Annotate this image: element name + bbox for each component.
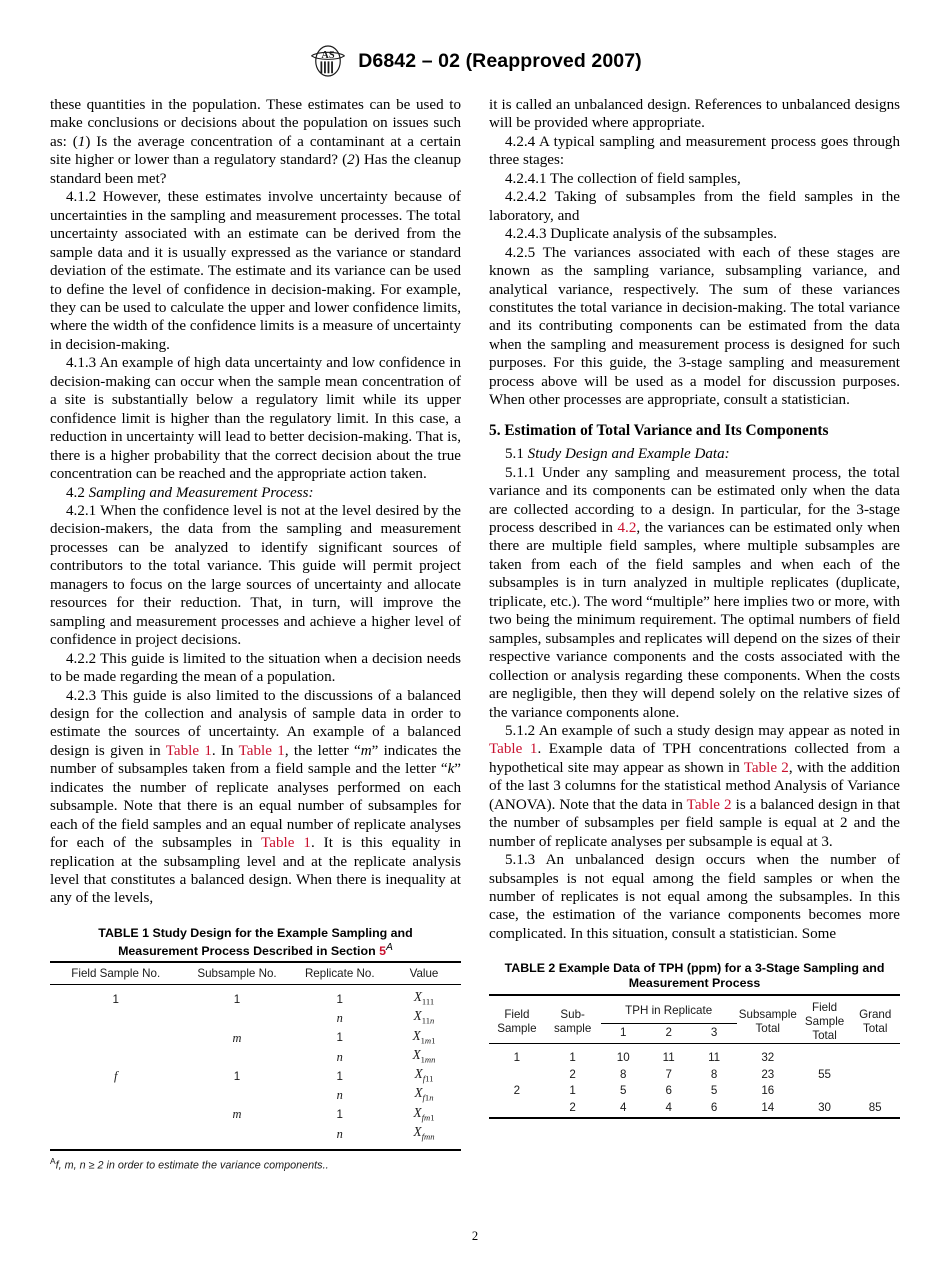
table-1 — [50, 961, 461, 1151]
table-1-header-row — [50, 962, 461, 985]
p-4-2-5 — [489, 244, 900, 410]
table-1-cell-replicate: n — [336, 1088, 343, 1103]
table-1-cell-subsample: m — [232, 1030, 242, 1045]
table-1-title — [50, 926, 461, 961]
table-2-cell-r2: 11 — [662, 1051, 675, 1065]
body-text: 5.1.1 Under any sampling and measurement process, the total variance and its components can be estimated only when the data are collected according to a design. In particular, for the 3-stage process described in — [489, 464, 900, 536]
table-1-cell-subsample — [182, 1048, 293, 1067]
table-1-col-field-sample: Field Sample No. — [71, 967, 161, 981]
emphasis-text: k — [447, 761, 455, 778]
p-4-2-1 — [50, 502, 461, 650]
body-text: ) Is the average concentration of a contaminant at a certain site higher or lower than a regulatory standard? ( — [50, 133, 461, 169]
table-2 — [489, 994, 900, 1119]
body-text: these quantities in the population. These estimates can be used to make conclusions or decisions about the population on issues such as: ( — [50, 97, 461, 150]
table-1-cell-field — [50, 1048, 182, 1067]
table-row — [50, 1106, 461, 1125]
body-text: . It is this equality in replication at the subsampling level and at the replicate analysis level that constitutes a balanced design. When there is inequality at any of the levels, — [50, 835, 461, 907]
table-1-cell-value: $X_{111}$ — [413, 989, 435, 1007]
table-2-cell-subsample: 1 — [569, 1084, 576, 1098]
table-2-title — [489, 961, 900, 993]
body-text: 4.2.1 When the confidence level is not at the level desired by the decision-makers, the data from the sampling and measurement processes can be analyzed to identify significant sources of contributors to the total variance. This guide will permit project managers to focus on the large sources of uncertainty and allocate resources for their reduction. That, in turn, will improve the sampling and measurement processes and achieve a higher level of confidence in project decisions. — [50, 502, 461, 649]
table-2-col-grand-total: Grand Total — [859, 1007, 892, 1035]
table-1-cell-replicate: 1 — [336, 1107, 343, 1121]
table-1-cell-field — [50, 1106, 182, 1125]
standard-designation-title: D6842 – 02 (Reapproved 2007) — [358, 49, 642, 72]
table-2-cell-subsample: 2 — [569, 1067, 576, 1081]
body-text: ) Has the cleanup standard been met? — [50, 152, 461, 187]
table-1-col-replicate: Replicate No. — [304, 967, 375, 981]
table-2-cell-field — [489, 1067, 545, 1084]
table-2-body — [489, 1044, 900, 1118]
table-2-cell-grand-total — [850, 1083, 900, 1100]
table-row — [50, 1029, 461, 1048]
table-2-cell-subsample: 1 — [569, 1051, 576, 1065]
table-2-title-line1: TABLE 2 Example Data of TPH (ppm) for a 3-Stage Sampling and — [504, 961, 885, 976]
table-2-cell-r1: 8 — [620, 1067, 627, 1081]
body-text: 4.2.4.2 Taking of subsamples from the field samples in the laboratory, and — [489, 189, 900, 224]
table-row — [50, 985, 461, 1010]
table-2-cell-field-total — [799, 1044, 851, 1067]
p-4-2-2 — [50, 650, 461, 687]
table-1-cell-field — [50, 1125, 182, 1150]
p-4-2-3 — [50, 687, 461, 908]
table-2-cell-r2: 7 — [665, 1067, 672, 1081]
body-text: 4.1.2 However, these estimates involve uncertainty because of uncertainties in the sampling and measurement processes. The total uncertainty associated with an estimate can be derived from the sample data and it is usually expressed as the variance or standard deviation of the estimate. The estimate and its variance can be used to define the level of confidence in decision-making. For example, they can be used to calculate the upper and lower confidence limits, where the width of the confidence limits is a measure of uncertainty in decision-making. — [50, 189, 461, 353]
table-2-cell-subsample: 2 — [569, 1100, 576, 1114]
table-2-cell-sub-total: 14 — [761, 1100, 775, 1114]
body-text: 4.2.2 This guide is limited to the situation when a decision needs to be made regarding the mean of a population. — [50, 650, 461, 686]
table-2-title-line2: Measurement Process — [628, 975, 761, 990]
table-2-cell-sub-total: 23 — [761, 1067, 775, 1081]
table-1-col-value: Value — [409, 967, 439, 981]
table-1-cell-replicate: n — [336, 1049, 343, 1064]
table-1-cell-field — [50, 1009, 182, 1028]
table-1-col-subsample: Subsample No. — [197, 967, 277, 981]
table-2-cell-r1: 5 — [620, 1084, 627, 1098]
table-row — [50, 1067, 461, 1086]
table-2-cell-grand-total — [850, 1044, 900, 1067]
body-text: , the variances can be estimated only when there are multiple field samples, where multiple subsamples are taken from each of the field samples and when each of the subsamples is in turn analyzed in multiple replicates (duplicate, triplicate, etc.). The word “multiple” here implies two or more, with two being the minimum requirement. The optimal numbers of field samples, subsamples and replicates will depend on the sizes of their respective variance components and the costs associated with the collection or analysis regarding these components. When the costs are negligible, then they will depend solely on the relative sizes of the variance components alone. — [489, 519, 900, 721]
body-text: it is called an unbalanced design. References to unbalanced designs will be provided where appropriate. — [489, 97, 900, 132]
table-2-cell-r2: 6 — [665, 1084, 672, 1098]
table-1-cell-subsample — [182, 1086, 293, 1105]
table-2-block — [489, 961, 900, 1118]
body-text: 4.1.3 An example of high data uncertainty and low confidence in decision-making can occur when the sample mean concentration of a site is substantially below a regulatory limit while its upper confidence limit is higher than the regulatory limit. In this case, a reduction in uncertainty will lead to better decision-making. That is, there is a higher probability that the correct decision about the true concentration can be reached and the appropriate action taken. — [50, 355, 461, 483]
table-1-title-line2: Measurement Process Described in Section — [118, 943, 380, 958]
emphasis-text: 1 — [77, 133, 86, 150]
table-1-cell-subsample: 1 — [233, 992, 241, 1006]
p-continued-4-1-1 — [50, 96, 461, 188]
table-2-cell-grand-total: 85 — [868, 1100, 882, 1114]
table-2-col-replicate-3: 3 — [710, 1026, 718, 1040]
table-row — [50, 1086, 461, 1105]
body-text: . In — [211, 742, 239, 759]
page-header — [0, 0, 950, 88]
table-2-cell-r3: 11 — [708, 1051, 721, 1065]
cross-reference-link[interactable]: 4.2 — [617, 519, 637, 536]
table-1-section-xref[interactable]: 5 — [379, 943, 386, 958]
p-5-1-2 — [489, 722, 900, 851]
body-text: 4.2.4 A typical sampling and measurement process goes through three stages: — [489, 133, 900, 169]
right-column-paragraphs-top — [489, 96, 900, 410]
table-row — [50, 1048, 461, 1067]
table-2-cell-field: 2 — [513, 1084, 521, 1098]
right-column-paragraphs-bottom — [489, 445, 900, 943]
table-1-cell-subsample — [182, 1125, 293, 1150]
table-2-cell-field-total: 30 — [818, 1100, 832, 1114]
table-row — [50, 1009, 461, 1028]
table-1-title-line1: TABLE 1 Study Design for the Example Sampling and — [98, 925, 413, 940]
table-1-cell-replicate: n — [336, 1011, 343, 1026]
table-row — [489, 1067, 900, 1084]
body-text: ” indicates the number of subsamples taken from a field sample and the letter “ — [50, 742, 462, 778]
table-2-col-field-sample-total: Field Sample Total — [804, 1000, 845, 1042]
right-column — [489, 96, 900, 1173]
body-text: 4.2.4.3 Duplicate analysis of the subsamples. — [505, 226, 778, 243]
table-1-body — [50, 985, 461, 1150]
table-1-cell-value: $X_{f1n}$ — [414, 1085, 434, 1104]
left-column — [50, 96, 461, 1173]
table-1-cell-replicate: 1 — [336, 1069, 343, 1083]
table-1-block — [50, 926, 461, 1173]
cross-reference-link[interactable]: Table 1 — [489, 741, 538, 758]
left-column-paragraphs — [50, 96, 461, 908]
table-1-cell-field: 1 — [112, 992, 119, 1006]
body-text: 4.2 — [66, 484, 89, 501]
body-text: 4.2.4.1 The collection of field samples, — [505, 170, 741, 187]
page-body — [0, 96, 950, 1173]
table-1-cell-field — [50, 1029, 182, 1048]
p-4-2-heading — [50, 484, 461, 502]
table-1-cell-field — [50, 1086, 182, 1105]
body-text: , with the addition of the last 3 columns for the statistical method Analysis of Variance (ANOVA). Note that the data in — [489, 759, 900, 813]
table-row — [489, 1100, 900, 1118]
table-2-cell-grand-total — [850, 1067, 900, 1084]
table-2-cell-field-total: 55 — [818, 1067, 832, 1081]
table-1-cell-value: $X_{fm1}$ — [413, 1104, 435, 1123]
p-4-2-4-2 — [489, 188, 900, 225]
table-1-cell-value: $X_{fmn}$ — [413, 1123, 435, 1142]
table-row — [50, 1125, 461, 1150]
table-1-cell-replicate: 1 — [336, 1031, 343, 1045]
table-2-col-replicate-2: 2 — [665, 1026, 672, 1040]
table-2-col-replicate-1: 1 — [620, 1026, 627, 1040]
table-2-cell-r3: 6 — [710, 1100, 718, 1114]
cross-reference-link[interactable]: Table 1 — [261, 835, 311, 852]
p-4-1-3 — [50, 354, 461, 483]
body-text: 4.2.3 This guide is also limited to the discussions of a balanced design for the collection and analysis of sample data in order to estimate the sources of uncertainty. An example of a balanced design is given in — [50, 687, 461, 759]
table-2-header-row-1 — [489, 995, 900, 1024]
table-1-cell-value: $X_{1m1}$ — [412, 1027, 436, 1046]
body-text: 5.1.3 An unbalanced design occurs when the number of subsamples is not equal among the field samples or when the number of replicates is not equal among the subsamples. In this case, the estimation of the variance components becomes more complicated. In this situation, consult a statistician. Some — [489, 852, 900, 942]
cross-reference-link[interactable]: Table 2 — [686, 796, 732, 813]
table-2-col-subsample-total: Subsample Total — [738, 1007, 797, 1035]
cross-reference-link[interactable]: Table 1 — [238, 742, 285, 759]
p-continued-4-2-3 — [489, 96, 900, 133]
table-1-cell-replicate: n — [336, 1126, 343, 1141]
table-1-cell-field: f — [114, 1069, 118, 1083]
table-1-footnote — [50, 1151, 461, 1173]
svg-text:AS: AS — [321, 50, 335, 62]
table-1-footnote-sup: A — [50, 1156, 56, 1167]
table-2-cell-r2: 4 — [665, 1100, 672, 1114]
table-2-col-tph-group: TPH in Replicate — [601, 995, 737, 1024]
table-1-cell-subsample: 1 — [233, 1069, 241, 1083]
body-text: ” indicates the number of replicate analyses performed on each subsample. Note that there is an equal number of subsamples for each of the field samples and an equal number of replicate analyses for each of the subsamples in — [50, 761, 461, 852]
table-2-col-subsample: Sub-sample — [553, 1007, 592, 1035]
table-2-cell-field-total — [799, 1083, 851, 1100]
p-4-1-2 — [50, 188, 461, 354]
table-2-col-field-sample: Field Sample — [497, 1007, 537, 1035]
body-text: , the letter “ — [284, 742, 361, 759]
body-text: 4.2.5 The variances associated with each of these stages are known as the sampling variance, subsampling variance, and analytical variance, respectively. The sum of these variances constitutes the total variance in decision-making. The total variance and its contributing components can be estimated from the data when the sampling and measurement process is designed for such purposes. For this guide, the 3-stage sampling and measurement process above will be used as a model for discussion purposes. When other processes are appropriate, consult a statistician. — [489, 244, 900, 409]
body-text: 5.1.2 An example of such a study design may appear as noted in — [505, 722, 900, 739]
cross-reference-link[interactable]: Table 2 — [743, 759, 789, 776]
table-2-cell-field: 1 — [513, 1051, 521, 1065]
table-1-cell-value: $X_{f11}$ — [414, 1066, 434, 1084]
section-5-heading: 5. Estimation of Total Variance and Its Components — [489, 421, 829, 439]
p-5-1-1 — [489, 464, 900, 722]
table-2-cell-r3: 8 — [710, 1067, 718, 1081]
body-text: is a balanced design in that the number of subsamples per field sample is equal at 2 and the number of replicate analyses per subsample is equal at 3. — [489, 796, 901, 850]
table-row — [489, 1044, 900, 1067]
table-1-cell-replicate: 1 — [336, 992, 343, 1006]
table-2-cell-r1: 10 — [616, 1051, 630, 1065]
table-2-cell-r3: 5 — [710, 1084, 718, 1098]
table-1-cell-subsample — [182, 1009, 293, 1028]
body-text: . Example data of TPH concentrations collected from a hypothetical site may appear as shown in — [489, 741, 900, 776]
table-2-cell-field — [489, 1100, 545, 1118]
emphasis-text: Study Design and Example Data: — [527, 446, 730, 463]
page-number: 2 — [471, 1229, 479, 1243]
table-1-cell-value: $X_{1mn}$ — [412, 1046, 436, 1065]
emphasis-text: Sampling and Measurement Process: — [88, 484, 314, 501]
table-row — [489, 1083, 900, 1100]
table-1-footnote-marker: A — [386, 941, 393, 953]
cross-reference-link[interactable]: Table 1 — [165, 742, 212, 759]
body-text: 5.1 — [505, 446, 528, 463]
p-4-2-4-3 — [489, 225, 900, 243]
table-2-cell-sub-total: 16 — [761, 1084, 775, 1098]
emphasis-text: 2 — [347, 152, 355, 169]
p-4-2-4-1 — [489, 170, 900, 188]
table-1-cell-value: $X_{11n}$ — [413, 1008, 435, 1027]
p-4-2-4 — [489, 133, 900, 170]
astm-logo-icon — [308, 44, 348, 78]
p-5-1-heading — [489, 445, 900, 463]
table-1-cell-subsample: m — [232, 1107, 242, 1122]
emphasis-text: m — [360, 742, 372, 759]
table-2-cell-r1: 4 — [620, 1100, 627, 1114]
table-1-footnote-text: f, m, n ≥ 2 in order to estimate the variance components.. — [55, 1159, 329, 1172]
table-2-cell-sub-total: 32 — [761, 1051, 775, 1065]
p-5-1-3 — [489, 851, 900, 943]
